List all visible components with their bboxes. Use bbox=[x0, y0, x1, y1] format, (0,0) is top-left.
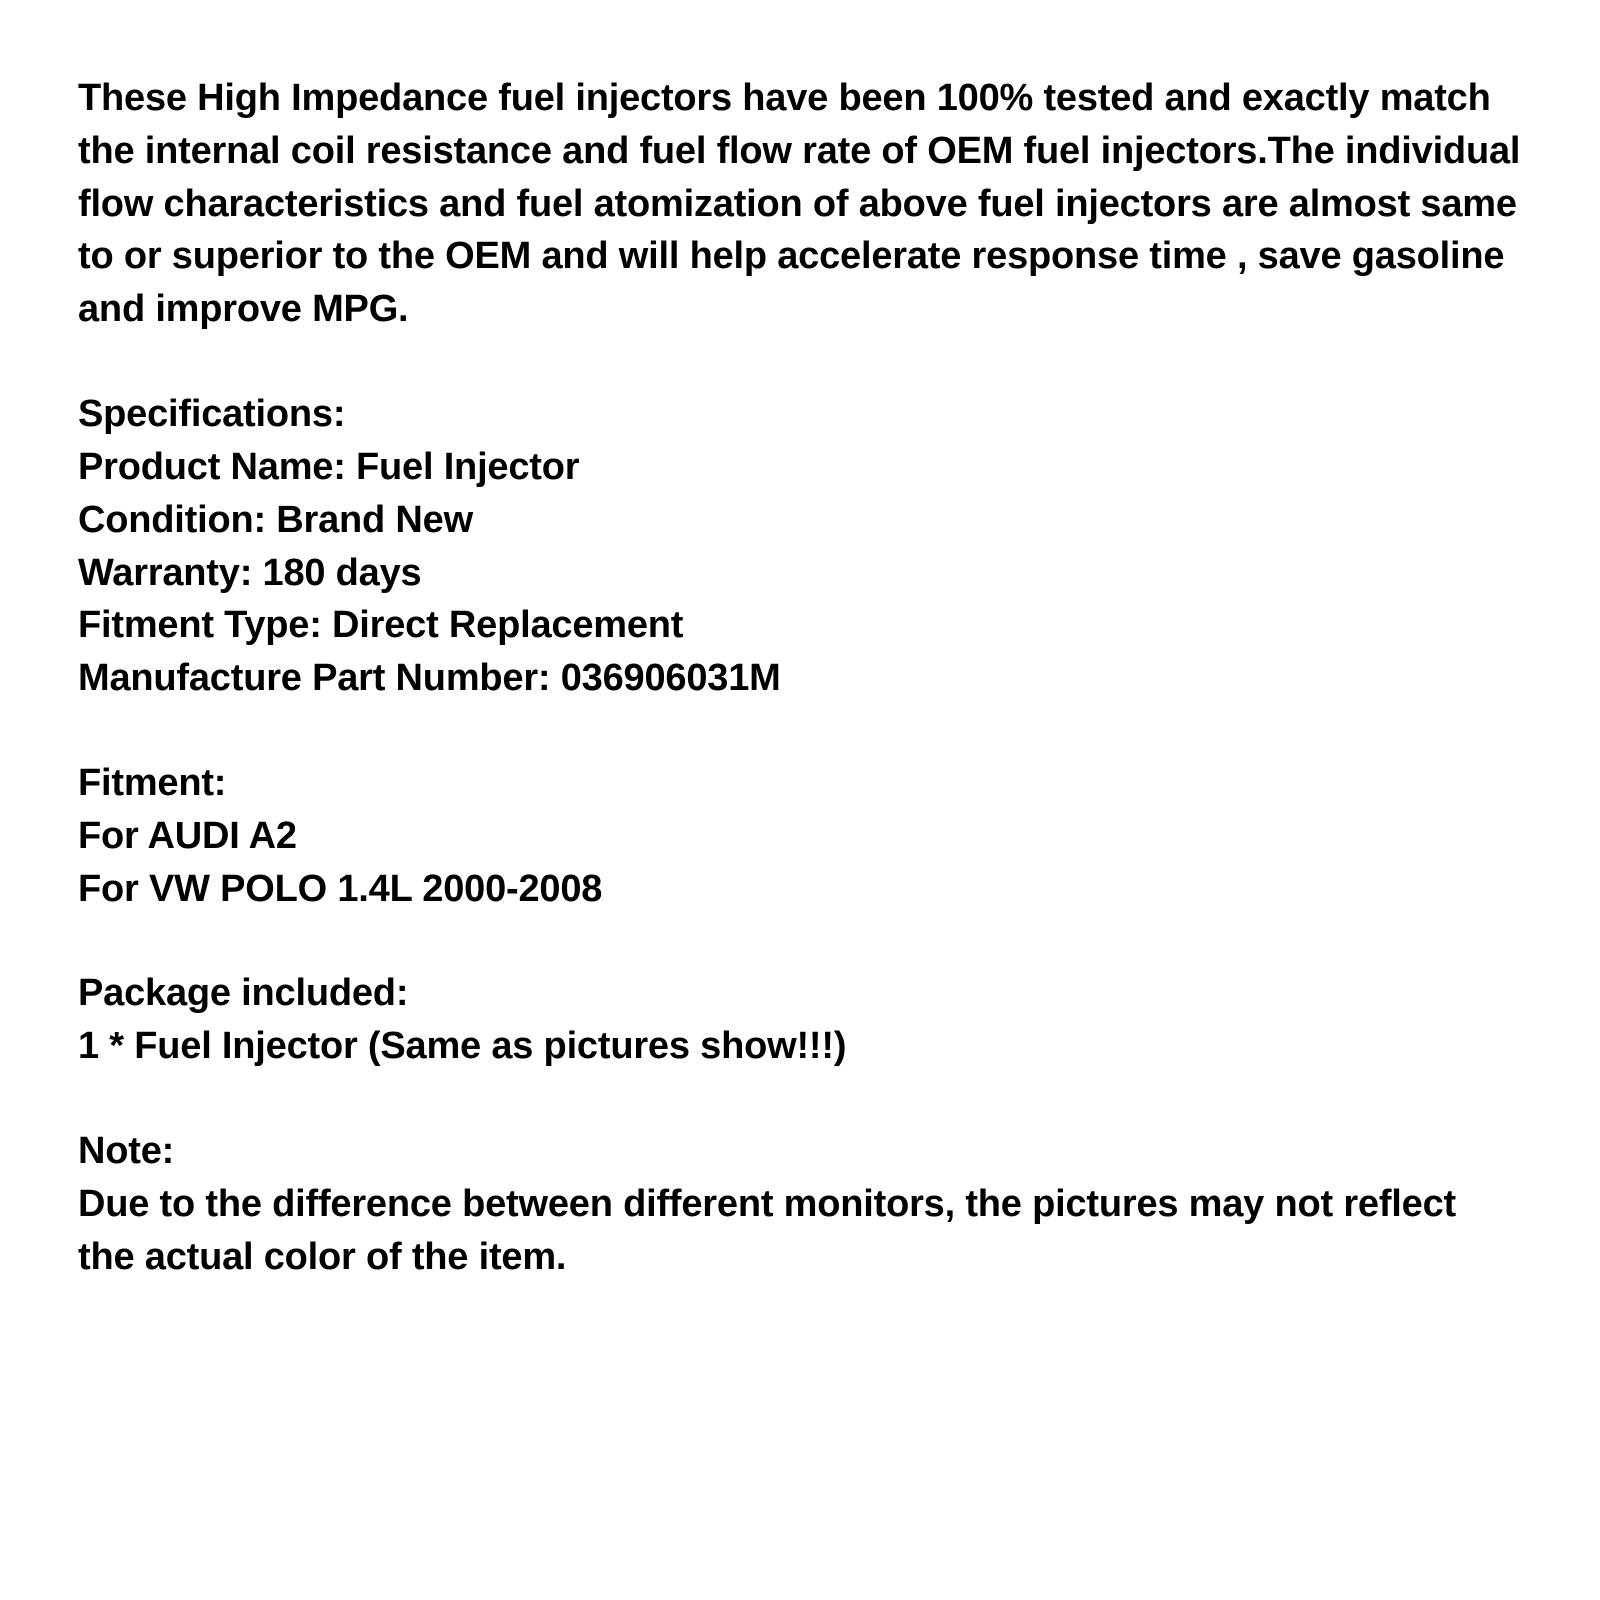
package-section bbox=[78, 967, 1522, 1073]
fitment-vw-polo: For VW POLO 1.4L 2000-2008 bbox=[78, 867, 603, 910]
spec-product-name: Product Name: Fuel Injector bbox=[78, 445, 580, 488]
spacer bbox=[78, 336, 1522, 388]
note-text: Due to the difference between different monitors, the pictures may not reflect the actual color of the item. bbox=[78, 1182, 1467, 1278]
spec-warranty: Warranty: 180 days bbox=[78, 551, 422, 594]
spec-fitment-type: Fitment Type: Direct Replacement bbox=[78, 604, 684, 647]
intro-paragraph: These High Impedance fuel injectors have been 100% tested and exactly match the internal coil resistance and fuel flow rate of OEM fuel injectors.The individual flow characteristics and fuel atomization of above fuel injectors are almost same to or superior to the OEM and will help accelerate response time , save gasoline and improve MPG. bbox=[78, 77, 1521, 331]
spacer bbox=[78, 1073, 1522, 1125]
specifications-section bbox=[78, 388, 1522, 705]
note-heading: Note: bbox=[78, 1130, 175, 1172]
fitment-audi-a2: For AUDI A2 bbox=[78, 814, 297, 857]
package-heading: Package included: bbox=[78, 972, 409, 1015]
spec-condition: Condition: Brand New bbox=[78, 498, 473, 541]
package-contents: 1 * Fuel Injector (Same as pictures show!!!) bbox=[78, 1025, 847, 1068]
fitment-section bbox=[78, 757, 1522, 915]
spacer bbox=[78, 915, 1522, 967]
fitment-heading: Fitment: bbox=[78, 761, 227, 804]
spacer bbox=[78, 705, 1522, 757]
specifications-heading: Specifications: bbox=[78, 393, 346, 436]
note-section bbox=[78, 1125, 1522, 1283]
spec-part-number: Manufacture Part Number: 036906031M bbox=[78, 657, 781, 700]
